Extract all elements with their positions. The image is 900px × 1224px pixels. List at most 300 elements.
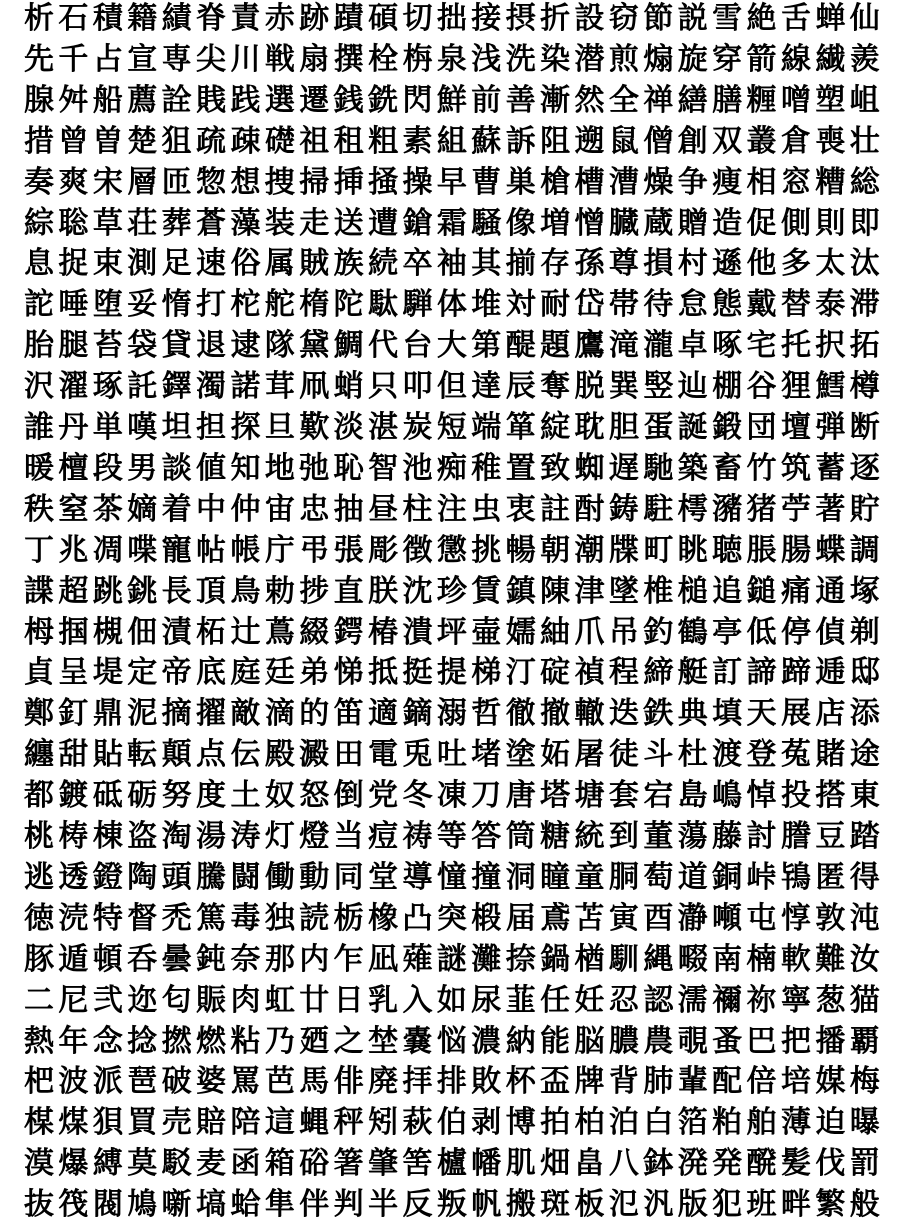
glyph: 楢 <box>574 941 605 977</box>
glyph: 濁 <box>196 369 227 405</box>
glyph: 髪 <box>780 1146 811 1182</box>
glyph-row <box>22 245 882 283</box>
glyph: 定 <box>127 655 158 691</box>
glyph: 楳 <box>24 1105 54 1141</box>
glyph: 祢 <box>746 982 777 1018</box>
glyph: 狸 <box>780 369 811 405</box>
glyph: 的 <box>299 696 330 732</box>
glyph: 蹄 <box>780 655 811 691</box>
glyph: 蝿 <box>299 1105 330 1141</box>
glyph: 痘 <box>368 819 399 854</box>
glyph: 樽 <box>849 369 880 405</box>
glyph: 痩 <box>712 164 743 200</box>
glyph: 腸 <box>780 532 811 568</box>
glyph: 敵 <box>230 696 261 732</box>
glyph: 糟 <box>815 164 846 200</box>
glyph: 耐 <box>540 287 571 323</box>
glyph: 覗 <box>677 1023 708 1059</box>
glyph: 摘 <box>161 696 192 732</box>
glyph: 董 <box>643 819 674 854</box>
glyph: 陶 <box>127 859 158 895</box>
glyph: 暖 <box>24 450 54 486</box>
glyph: 辻 <box>230 614 261 650</box>
glyph: 乳 <box>368 982 399 1018</box>
glyph: 禰 <box>712 982 743 1018</box>
glyph: 弔 <box>299 532 330 568</box>
glyph: 鍔 <box>333 614 364 650</box>
glyph-row <box>22 736 882 774</box>
glyph: 忠 <box>299 491 330 527</box>
glyph: 爽 <box>58 164 89 200</box>
glyph: 念 <box>92 1023 123 1059</box>
glyph: 底 <box>196 655 227 691</box>
glyph: 大 <box>436 328 467 364</box>
glyph: 拙 <box>436 1 467 36</box>
glyph: 漸 <box>540 82 571 118</box>
glyph: 肇 <box>368 1146 399 1182</box>
glyph: 田 <box>333 737 364 773</box>
glyph: 穿 <box>712 41 743 77</box>
glyph: 彫 <box>368 532 399 568</box>
glyph: 鉢 <box>643 1146 674 1182</box>
glyph: 槍 <box>540 164 571 200</box>
glyph: 団 <box>746 410 777 445</box>
glyph: 川 <box>230 41 261 77</box>
glyph: 蜘 <box>574 450 605 486</box>
glyph: 乍 <box>333 941 364 977</box>
glyph: 斗 <box>643 737 674 773</box>
glyph: 童 <box>574 859 605 895</box>
glyph: 祷 <box>402 819 433 854</box>
glyph: 鈍 <box>196 941 227 977</box>
glyph: 張 <box>333 532 364 568</box>
glyph: 秩 <box>24 491 54 527</box>
glyph-row <box>22 941 882 979</box>
glyph: 陳 <box>540 573 571 609</box>
glyph: 舶 <box>746 1105 777 1141</box>
glyph: 砥 <box>92 778 123 814</box>
glyph: 背 <box>608 1064 639 1100</box>
glyph: 洗 <box>505 41 536 77</box>
glyph: 栃 <box>333 900 364 936</box>
glyph: 逃 <box>24 859 54 895</box>
glyph: 萩 <box>402 1105 433 1141</box>
glyph: 剥 <box>471 1105 502 1141</box>
glyph: 展 <box>780 696 811 732</box>
glyph: 唾 <box>58 287 89 323</box>
glyph: 哲 <box>471 696 502 732</box>
glyph: 廼 <box>299 1023 330 1059</box>
glyph: 巴 <box>746 1023 777 1059</box>
glyph: 蹟 <box>333 1 364 36</box>
glyph: 折 <box>540 1 571 36</box>
glyph: 堕 <box>92 287 123 323</box>
glyph: 荘 <box>127 205 158 241</box>
glyph: 漬 <box>161 614 192 650</box>
glyph: 追 <box>712 573 743 609</box>
glyph: 匂 <box>161 982 192 1018</box>
glyph: 践 <box>230 82 261 118</box>
glyph: 薄 <box>780 1105 811 1141</box>
glyph: 跡 <box>299 1 330 36</box>
glyph: 芭 <box>264 1064 295 1100</box>
glyph: 禿 <box>161 900 192 936</box>
glyph: 眺 <box>677 532 708 568</box>
glyph: 置 <box>505 450 536 486</box>
glyph: 操 <box>402 164 433 200</box>
glyph: 賊 <box>299 246 330 282</box>
glyph: 胆 <box>608 410 639 445</box>
glyph: 鍍 <box>58 778 89 814</box>
glyph: 牒 <box>608 532 639 568</box>
glyph: 只 <box>368 369 399 405</box>
glyph: 低 <box>746 614 777 650</box>
glyph: 笛 <box>333 696 364 732</box>
glyph: 梅 <box>849 1064 880 1100</box>
glyph: 抵 <box>368 655 399 691</box>
glyph: 半 <box>368 1187 399 1223</box>
glyph: 跳 <box>92 573 123 609</box>
glyph: 岨 <box>849 82 880 118</box>
glyph: 仲 <box>230 491 261 527</box>
glyph: 庁 <box>264 532 295 568</box>
glyph: 倒 <box>333 778 364 814</box>
glyph: 締 <box>643 655 674 691</box>
glyph: 難 <box>815 941 846 977</box>
glyph: 調 <box>849 532 880 568</box>
glyph: 檀 <box>58 450 89 486</box>
glyph: 属 <box>264 246 295 282</box>
glyph: 這 <box>264 1105 295 1141</box>
glyph: 淡 <box>333 410 364 445</box>
glyph: 畜 <box>712 450 743 486</box>
glyph: 漠 <box>24 1146 54 1182</box>
glyph: 宋 <box>92 164 123 200</box>
glyph: 値 <box>196 450 227 486</box>
glyph: 諾 <box>230 369 261 405</box>
glyph: 禅 <box>643 82 674 118</box>
glyph: 窒 <box>58 491 89 527</box>
glyph: 都 <box>24 778 54 814</box>
glyph: 柁 <box>230 287 261 323</box>
glyph: 倉 <box>780 123 811 159</box>
glyph: 他 <box>746 246 777 282</box>
glyph: 任 <box>540 982 571 1018</box>
glyph: 束 <box>92 246 123 282</box>
glyph: 漕 <box>608 164 639 200</box>
glyph: 刀 <box>471 778 502 814</box>
glyph: 総 <box>849 164 880 200</box>
glyph: 断 <box>849 410 880 445</box>
glyph: 諦 <box>746 655 777 691</box>
glyph: 帖 <box>196 532 227 568</box>
glyph: 鎗 <box>402 205 433 241</box>
glyph: 搬 <box>505 1187 536 1223</box>
glyph: 窃 <box>608 1 639 36</box>
glyph: 斑 <box>540 1187 571 1223</box>
glyph: 討 <box>746 819 777 854</box>
glyph: 撰 <box>333 41 364 77</box>
glyph: 鷹 <box>574 328 605 364</box>
glyph: 杯 <box>505 1064 536 1100</box>
glyph: 版 <box>677 1187 708 1223</box>
glyph: 疏 <box>196 123 227 159</box>
glyph: 贈 <box>677 205 708 241</box>
glyph: 沈 <box>402 573 433 609</box>
glyph: 銑 <box>368 82 399 118</box>
glyph: 掻 <box>368 164 399 200</box>
glyph: 通 <box>815 573 846 609</box>
glyph: 塘 <box>574 778 605 814</box>
glyph: 埜 <box>368 1023 399 1059</box>
glyph: 顛 <box>161 737 192 773</box>
glyph: 線 <box>780 41 811 77</box>
glyph: 鱈 <box>815 369 846 405</box>
glyph: 吐 <box>436 737 467 773</box>
glyph: 但 <box>436 369 467 405</box>
glyph: 吊 <box>608 614 639 650</box>
glyph: 増 <box>540 205 571 241</box>
glyph: 停 <box>780 614 811 650</box>
glyph: 著 <box>815 491 846 527</box>
glyph: 煎 <box>608 41 639 77</box>
glyph: 村 <box>677 246 708 282</box>
glyph: 狙 <box>161 123 192 159</box>
glyph: 凸 <box>402 900 433 936</box>
glyph: 熱 <box>24 1023 54 1059</box>
glyph: 把 <box>780 1023 811 1059</box>
glyph: 澱 <box>299 737 330 773</box>
glyph: 禎 <box>574 655 605 691</box>
glyph: 湛 <box>368 410 399 445</box>
glyph-row <box>22 450 882 488</box>
glyph: 南 <box>712 941 743 977</box>
glyph: 辿 <box>677 369 708 405</box>
glyph: 鮮 <box>436 82 467 118</box>
glyph: 祖 <box>299 123 330 159</box>
glyph: 佃 <box>127 614 158 650</box>
glyph: 苔 <box>92 328 123 364</box>
glyph: 耽 <box>574 410 605 445</box>
glyph: 寵 <box>161 532 192 568</box>
glyph: 点 <box>196 737 227 773</box>
glyph: 恥 <box>333 450 364 486</box>
glyph: 惣 <box>196 164 227 200</box>
glyph: 輩 <box>677 1064 708 1100</box>
glyph: 得 <box>849 859 880 895</box>
glyph-row <box>22 164 882 202</box>
glyph: 墜 <box>608 573 639 609</box>
glyph: 溺 <box>436 696 467 732</box>
glyph: 徒 <box>608 737 639 773</box>
glyph: 瀦 <box>712 491 743 527</box>
glyph: 銚 <box>127 573 158 609</box>
glyph: 前 <box>471 82 502 118</box>
glyph: 仙 <box>849 1 880 36</box>
glyph: 沢 <box>24 369 54 405</box>
glyph: 店 <box>815 696 846 732</box>
glyph: 打 <box>196 287 227 323</box>
glyph: 認 <box>643 982 674 1018</box>
glyph: 藻 <box>230 205 261 241</box>
glyph: 速 <box>196 246 227 282</box>
glyph: 壇 <box>780 410 811 445</box>
glyph: 篤 <box>196 900 227 936</box>
glyph: 剃 <box>849 614 880 650</box>
glyph: 賎 <box>196 82 227 118</box>
glyph: 砺 <box>127 778 158 814</box>
glyph: 氾 <box>608 1187 639 1223</box>
glyph: 糖 <box>540 819 571 854</box>
glyph: 貼 <box>92 737 123 773</box>
glyph: 築 <box>677 450 708 486</box>
glyph: 敦 <box>815 900 846 936</box>
glyph: 鴇 <box>780 859 811 895</box>
glyph: 諜 <box>24 573 54 609</box>
glyph: 遁 <box>58 941 89 977</box>
glyph: 揃 <box>505 246 536 282</box>
glyph: 堂 <box>368 859 399 895</box>
glyph: 弟 <box>299 655 330 691</box>
glyph: 致 <box>540 450 571 486</box>
glyph-row <box>22 205 882 243</box>
glyph: 単 <box>92 410 123 445</box>
glyph: 卒 <box>402 246 433 282</box>
glyph: 爆 <box>58 1146 89 1182</box>
glyph: 超 <box>58 573 89 609</box>
glyph: 挺 <box>402 655 433 691</box>
glyph: 措 <box>24 123 54 159</box>
glyph: 知 <box>230 450 261 486</box>
glyph: 椎 <box>643 573 674 609</box>
glyph: 挑 <box>471 532 502 568</box>
glyph: 隊 <box>264 328 295 364</box>
glyph: 伴 <box>299 1187 330 1223</box>
glyph: 登 <box>746 737 777 773</box>
glyph: 矧 <box>368 1105 399 1141</box>
glyph: 巽 <box>608 369 639 405</box>
glyph: 殿 <box>264 737 295 773</box>
glyph: 捉 <box>58 246 89 282</box>
glyph: 賑 <box>196 982 227 1018</box>
glyph: 池 <box>402 450 433 486</box>
glyph: 染 <box>540 41 571 77</box>
glyph: 挿 <box>333 164 364 200</box>
glyph: 萄 <box>643 859 674 895</box>
glyph: 俳 <box>333 1064 364 1100</box>
glyph: 働 <box>264 859 295 895</box>
glyph: 届 <box>505 900 536 936</box>
glyph: 鉄 <box>643 696 674 732</box>
glyph: 鳩 <box>127 1187 158 1223</box>
glyph: 即 <box>849 205 880 241</box>
glyph: 託 <box>127 369 158 405</box>
glyph: 峠 <box>746 859 777 895</box>
glyph: 瞳 <box>540 859 571 895</box>
glyph: 悼 <box>746 778 777 814</box>
glyph-row <box>22 1063 882 1101</box>
glyph: 徹 <box>505 696 536 732</box>
glyph: 駄 <box>368 287 399 323</box>
glyph: 棚 <box>712 369 743 405</box>
glyph: 袋 <box>127 328 158 364</box>
glyph: 対 <box>505 287 536 323</box>
glyph: 蓄 <box>815 450 846 486</box>
glyph: 伯 <box>436 1105 467 1141</box>
glyph: 嘆 <box>127 410 158 445</box>
glyph: 年 <box>58 1023 89 1059</box>
glyph: 逐 <box>849 450 880 486</box>
glyph: 貸 <box>161 328 192 364</box>
glyph: 鼎 <box>92 696 123 732</box>
glyph: 遭 <box>368 205 399 241</box>
glyph: 冬 <box>402 778 433 814</box>
glyph: 直 <box>333 573 364 609</box>
glyph: 待 <box>643 287 674 323</box>
glyph: 尼 <box>58 982 89 1018</box>
glyph: 之 <box>333 1023 364 1059</box>
glyph: 買 <box>127 1105 158 1141</box>
glyph: 坦 <box>161 410 192 445</box>
glyph: 虹 <box>264 982 295 1018</box>
glyph: 党 <box>368 778 399 814</box>
glyph: 白 <box>643 1105 674 1141</box>
glyph: 肉 <box>230 982 261 1018</box>
glyph: 粕 <box>712 1105 743 1141</box>
glyph: 千 <box>58 41 89 77</box>
glyph: 抽 <box>333 491 364 527</box>
glyph: 塚 <box>849 573 880 609</box>
glyph: 蕩 <box>677 819 708 854</box>
glyph: 霜 <box>436 205 467 241</box>
glyph: 滞 <box>849 287 880 323</box>
glyph: 段 <box>92 450 123 486</box>
glyph: 占 <box>92 41 123 77</box>
glyph: 噺 <box>161 1187 192 1223</box>
glyph: 槽 <box>574 164 605 200</box>
glyph: 馳 <box>643 450 674 486</box>
glyph: 虫 <box>471 491 502 527</box>
glyph: 帳 <box>230 532 261 568</box>
glyph: 訴 <box>505 123 536 159</box>
glyph: 軟 <box>780 941 811 977</box>
glyph: 兆 <box>58 532 89 568</box>
glyph: 楚 <box>127 123 158 159</box>
glyph: 綴 <box>299 614 330 650</box>
glyph: 鎮 <box>505 573 536 609</box>
glyph: 櫨 <box>436 1146 467 1182</box>
glyph: 妥 <box>127 287 158 323</box>
glyph: 酎 <box>574 491 605 527</box>
glyph: 宣 <box>127 41 158 77</box>
glyph: 遅 <box>608 450 639 486</box>
glyph: 煤 <box>58 1105 89 1141</box>
glyph: 透 <box>58 859 89 895</box>
glyph: 閃 <box>402 82 433 118</box>
glyph: 答 <box>471 819 502 854</box>
glyph: 嫡 <box>127 491 158 527</box>
glyph: 塔 <box>540 778 571 814</box>
glyph: 鍋 <box>540 941 571 977</box>
glyph: 巣 <box>505 164 536 200</box>
glyph: 脳 <box>574 1023 605 1059</box>
glyph: 捗 <box>299 573 330 609</box>
glyph: 入 <box>402 982 433 1018</box>
glyph: 騒 <box>471 205 502 241</box>
glyph: 退 <box>196 328 227 364</box>
glyph: 兎 <box>402 737 433 773</box>
glyph: 蛋 <box>643 410 674 445</box>
